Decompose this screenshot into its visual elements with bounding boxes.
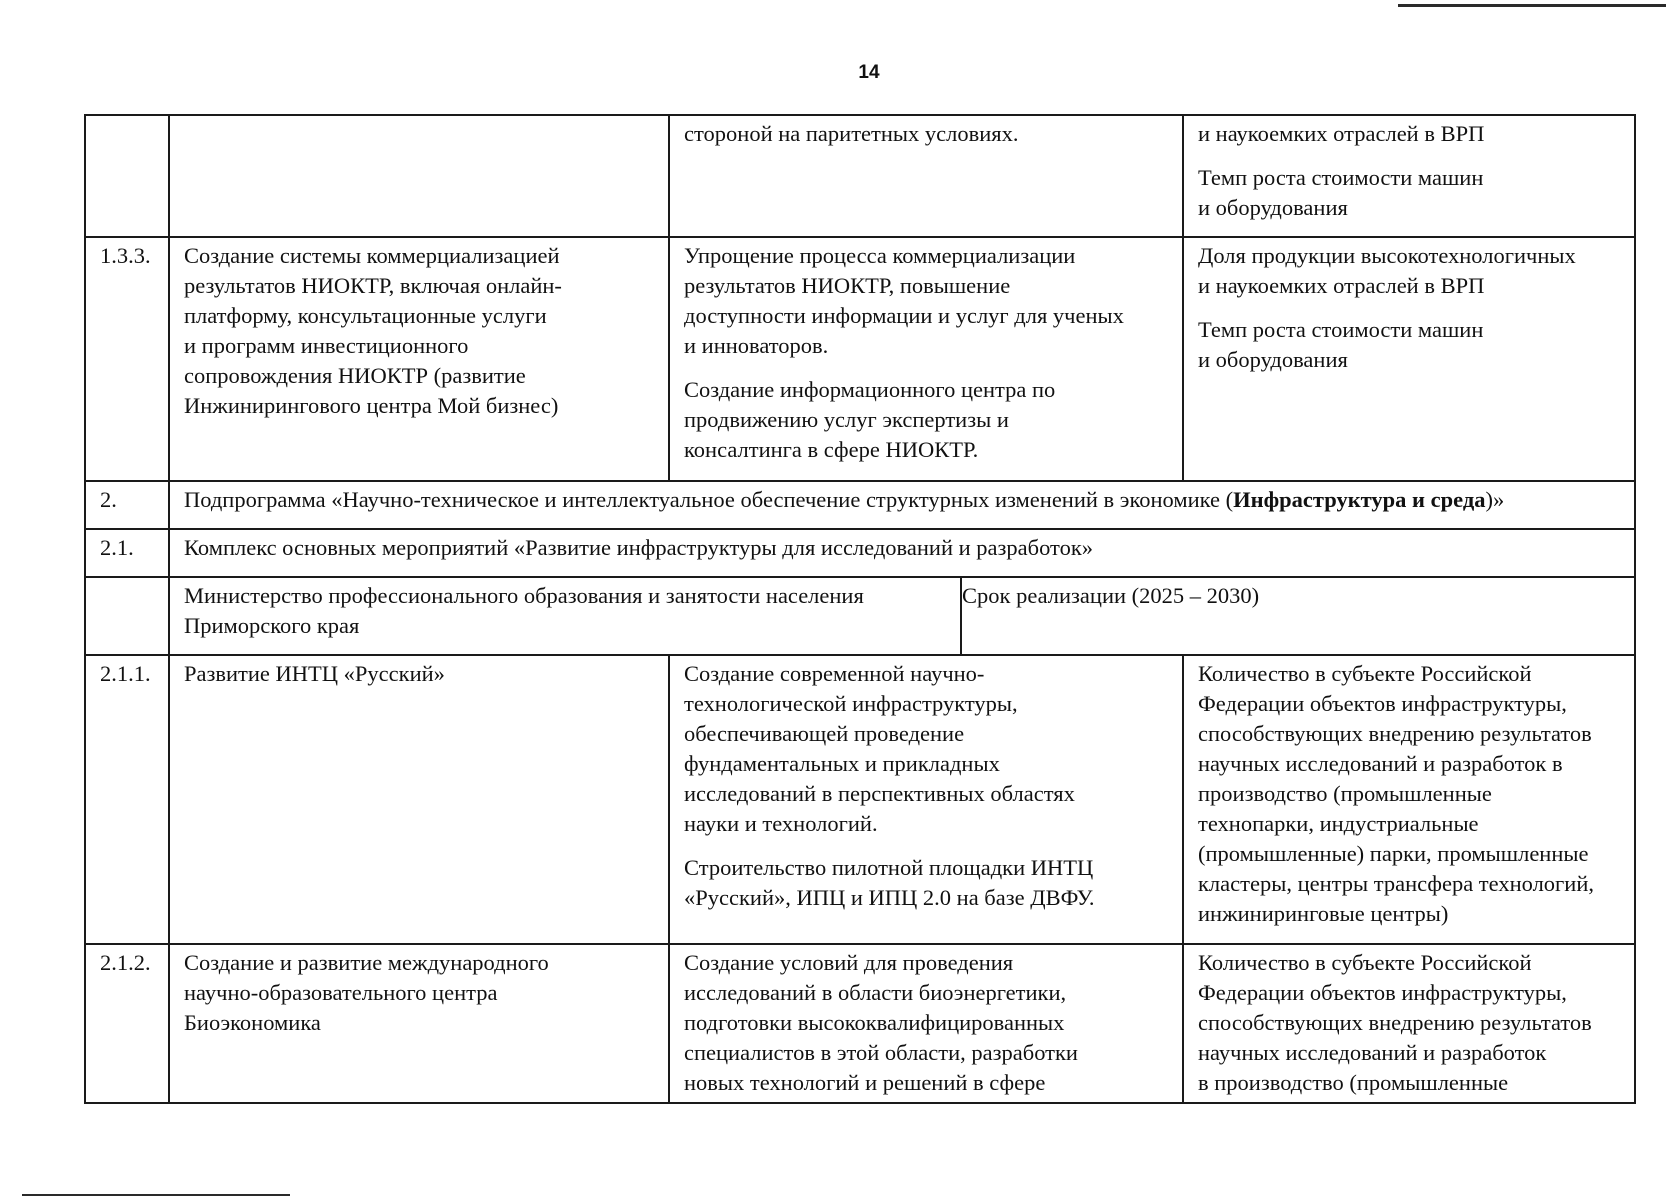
cell-number: 2. bbox=[85, 481, 169, 529]
implementation-term: Срок реализации (2025 – 2030) bbox=[962, 583, 1260, 608]
cell-activity: Создание системы коммерциализацией результатов НИОКТР, включая онлайн- платформу, консультационные услуги и программ инвестиционного сопровождения НИОКТР (развитие Инжинирингового центра Мой бизнес) bbox=[169, 237, 669, 481]
cell-indicator: Количество в субъекте Российской Федерации объектов инфраструктуры, способствующих внедрению результатов научных исследований и разработок в производство (промышленные bbox=[1183, 944, 1635, 1103]
cell-indicator bbox=[1183, 237, 1635, 481]
subprogram-text: Подпрограмма «Научно-техническое и интеллектуальное обеспечение структурных изменений в экономике ( bbox=[184, 487, 1234, 512]
indicator-text: и наукоемких отраслей в ВРП bbox=[1198, 121, 1485, 146]
cell-activity bbox=[169, 115, 669, 237]
cell-number: 1.3.3. bbox=[85, 237, 169, 481]
result-text: стороной на паритетных условиях. bbox=[684, 121, 1019, 146]
indicator-text: Темп роста стоимости машин и оборудования bbox=[1198, 165, 1484, 220]
result-text: Упрощение процесса коммерциализации результатов НИОКТР, повышение доступности информации и услуг для ученых и инноваторов. bbox=[684, 243, 1124, 358]
organization-split bbox=[170, 578, 1634, 654]
table-row-1-3-3 bbox=[85, 237, 1635, 481]
program-table bbox=[84, 114, 1636, 1104]
organization-left bbox=[170, 578, 961, 654]
table-row-continuation bbox=[85, 115, 1635, 237]
result-text: Строительство пилотной площадки ИНТЦ «Русский», ИПЦ и ИПЦ 2.0 на базе ДВФУ. bbox=[684, 855, 1095, 910]
table-row-2-1-1 bbox=[85, 655, 1635, 944]
cell-number: 2.1.1. bbox=[85, 655, 169, 944]
cell-number bbox=[85, 577, 169, 655]
result-text: Создание современной научно- технологической инфраструктуры, обеспечивающей проведение фундаментальных и прикладных исследований в перспективных областях науки и технологий. bbox=[684, 661, 1075, 836]
cell-activity: Развитие ИНТЦ «Русский» bbox=[169, 655, 669, 944]
result-text: Создание информационного центра по продвижению услуг экспертизы и консалтинга в сфере НИОКТР. bbox=[684, 377, 1056, 462]
table-row-2-1 bbox=[85, 529, 1635, 577]
cell-number: 2.1.2. bbox=[85, 944, 169, 1103]
cell-number bbox=[85, 115, 169, 237]
cell-result bbox=[669, 115, 1183, 237]
table-row-2-1-2 bbox=[85, 944, 1635, 1103]
subprogram-text: )» bbox=[1485, 487, 1505, 512]
page-number: 14 bbox=[858, 62, 880, 83]
ministry-name: Министерство профессионального образования и занятости населения Приморского края bbox=[184, 583, 864, 638]
cell-result: Создание условий для проведения исследований в области биоэнергетики, подготовки высококвалифицированных специалистов в этой области, разработки новых технологий и решений в сфере bbox=[669, 944, 1183, 1103]
cell-indicator bbox=[1183, 115, 1635, 237]
indicator-text: Доля продукции высокотехнологичных и наукоемких отраслей в ВРП bbox=[1198, 243, 1576, 298]
top-rule bbox=[1398, 4, 1666, 7]
organization-right bbox=[961, 578, 1634, 654]
organization-cell bbox=[169, 577, 1635, 655]
subprogram-title bbox=[169, 481, 1635, 529]
bottom-rule bbox=[22, 1194, 290, 1196]
cell-indicator: Количество в субъекте Российской Федерации объектов инфраструктуры, способствующих внедрению результатов научных исследований и разработок в производство (промышленные технопарки, индустриальные (промышленные) парки, промышленные кластеры, центры трансфера технологий, инжиниринговые центры) bbox=[1183, 655, 1635, 944]
complex-title: Комплекс основных мероприятий «Развитие инфраструктуры для исследований и разработок» bbox=[169, 529, 1635, 577]
cell-number: 2.1. bbox=[85, 529, 169, 577]
cell-result bbox=[669, 237, 1183, 481]
subprogram-text-bold: Инфраструктура и среда bbox=[1233, 487, 1486, 512]
table-row-organization bbox=[85, 577, 1635, 655]
table-row-2 bbox=[85, 481, 1635, 529]
cell-activity: Создание и развитие международного научно-образовательного центра Биоэкономика bbox=[169, 944, 669, 1103]
indicator-text: Темп роста стоимости машин и оборудования bbox=[1198, 317, 1484, 372]
cell-result bbox=[669, 655, 1183, 944]
